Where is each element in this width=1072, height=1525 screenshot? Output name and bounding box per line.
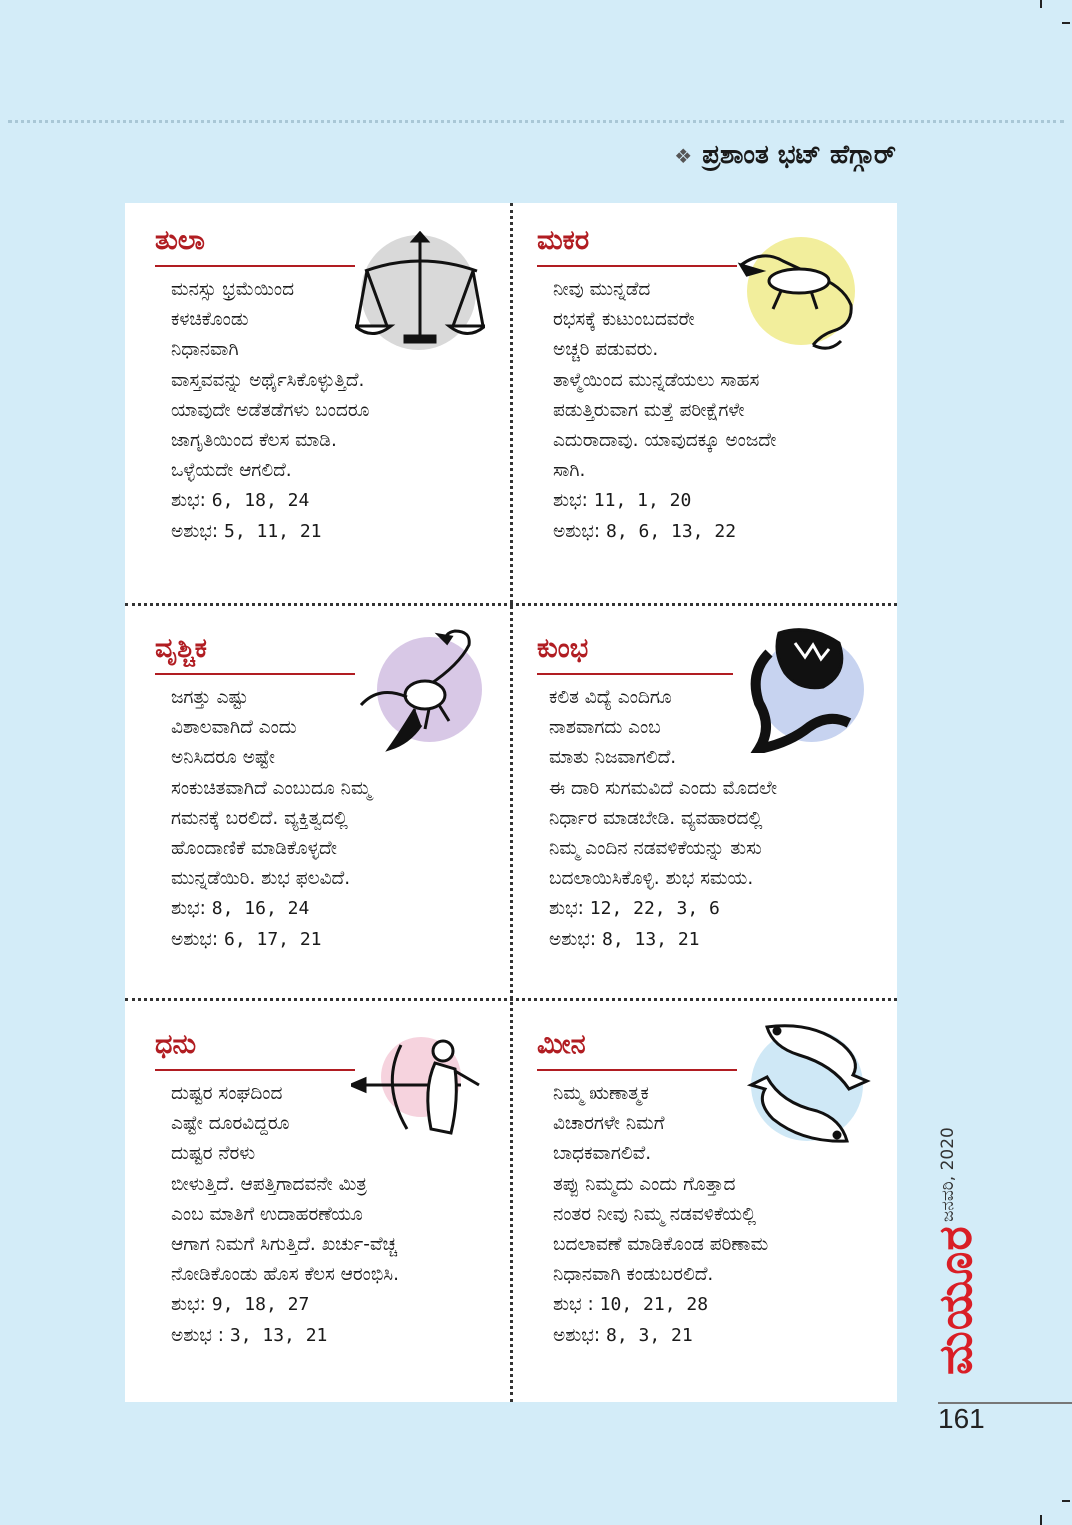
crop-mark xyxy=(1062,1500,1070,1502)
unlucky-numbers: ಅಶುಭ: 5, 11, 21 xyxy=(171,520,322,542)
title-underline xyxy=(155,1069,355,1071)
unlucky-numbers: ಅಶುಭ: 8, 6, 13, 22 xyxy=(553,520,737,542)
unlucky-numbers: ಅಶುಭ : 3, 13, 21 xyxy=(171,1324,328,1346)
sign-card-scorpio xyxy=(125,611,511,1011)
crop-mark xyxy=(1062,22,1070,24)
sign-text: ದುಷ್ಟರ ಸಂಘದಿಂದ ಎಷ್ಟೇ ದೂರವಿದ್ದರೂ ದುಷ್ಟರ ನೆರಳು ಬೀಳುತ್ತಿದೆ. ಆಪತ್ತಿಗಾದವನೇ ಮಿತ್ರ ಎಂಬ ಮಾತಿಗೆ ಉದಾಹರಣೆಯೂ ಆಗಾಗ ನಿಮಗೆ ಸಿಗುತ್ತಿದೆ. ಖರ್ಚು-ವೆಚ್ಚ ನೋಡಿಕೊಂಡು ಹೊಸ ಕೆಲಸ ಆರಂಭಿಸಿ. ಶುಭ: 9, 18, 27 ಅಶುಭ : 3, 13, 21 xyxy=(171,1079,399,1351)
sign-title: ಧನು xyxy=(155,1029,197,1060)
title-underline xyxy=(155,673,355,675)
sign-text: ಜಗತ್ತು ಎಷ್ಟು ವಿಶಾಲವಾಗಿದೆ ಎಂದು ಅನಿಸಿದರೂ ಅಷ್ಟೇ ಸಂಕುಚಿತವಾಗಿದೆ ಎಂಬುದೂ ನಿಮ್ಮ ಗಮನಕ್ಕೆ ಬರಲಿದೆ. ವ್ಯಕ್ತಿತ್ವದಲ್ಲಿ ಹೊಂದಾಣಿಕೆ ಮಾಡಿಕೊಳ್ಳದೇ ಮುನ್ನಡೆಯಿರಿ. ಶುಭ ಫಲವಿದೆ. ಶುಭ: 8, 16, 24 ಅಶುಭ: 6, 17, 21 xyxy=(171,683,371,955)
sign-text: ಮನಸ್ಸು ಭ್ರಮೆಯಿಂದ ಕಳಚಿಕೊಂಡು ನಿಧಾನವಾಗಿ ವಾಸ್ತವವನ್ನು ಅರ್ಥೈಸಿಕೊಳ್ಳುತ್ತಿದೆ. ಯಾವುದೇ ಅಡೆತಡೆಗಳು ಬಂದರೂ ಜಾಗೃತಿಯಿಂದ ಕೆಲಸ ಮಾಡಿ. ಒಳ್ಳೆಯದೇ ಆಗಲಿದೆ. ಶುಭ: 6, 18, 24 ಅಶುಭ: 5, 11, 21 xyxy=(171,275,369,547)
title-underline xyxy=(155,265,355,267)
sign-card-capricorn xyxy=(511,203,897,603)
unlucky-numbers: ಅಶುಭ: 8, 13, 21 xyxy=(549,928,700,950)
lucky-numbers: ಶುಭ: 9, 18, 27 xyxy=(171,1294,310,1316)
diamond-bullet-icon: ❖ xyxy=(674,144,693,168)
sign-title: ಮಕರ xyxy=(537,225,590,256)
sign-text: ನೀವು ಮುನ್ನಡೆದ ರಭಸಕ್ಕೆ ಕುಟುಂಬದವರೇ ಅಚ್ಚರಿ ಪಡುವರು. ತಾಳ್ಮೆಯಿಂದ ಮುನ್ನಡೆಯಲು ಸಾಹಸ ಪಡುತ್ತಿರುವಾಗ ಮತ್ತೆ ಪರೀಕ್ಷೆಗಳೇ ಎದುರಾದಾವು. ಯಾವುದಕ್ಕೂ ಅಂಜದೇ ಸಾಗಿ. ಶುಭ: 11, 1, 20 ಅಶುಭ: 8, 6, 13, 22 xyxy=(553,275,776,547)
crop-mark xyxy=(1040,0,1042,8)
lucky-numbers: ಶುಭ : 10, 21, 28 xyxy=(553,1294,709,1316)
lucky-numbers: ಶುಭ: 6, 18, 24 xyxy=(171,490,310,512)
horoscope-panel xyxy=(125,203,897,1402)
sign-title: ಮೀನ xyxy=(537,1029,586,1060)
dotted-separator xyxy=(8,120,1064,123)
sign-card-aquarius xyxy=(511,611,897,1011)
sign-card-sagittarius xyxy=(125,1007,511,1407)
title-underline xyxy=(537,673,733,675)
author-byline xyxy=(674,140,896,171)
sign-title: ವೃಶ್ಚಿಕ xyxy=(155,633,207,664)
sign-card-pisces xyxy=(511,1007,897,1407)
magazine-logo: ಮಯೂರ xyxy=(928,1225,982,1375)
crop-mark xyxy=(1040,1515,1042,1525)
horizontal-divider xyxy=(125,603,897,606)
sign-card-libra xyxy=(125,203,511,603)
sign-text: ನಿಮ್ಮ ಋಣಾತ್ಮಕ ವಿಚಾರಗಳೇ ನಿಮಗೆ ಬಾಧಕವಾಗಲಿವೆ. ತಪ್ಪು ನಿಮ್ಮದು ಎಂದು ಗೊತ್ತಾದ ನಂತರ ನೀವು ನಿಮ್ಮ ನಡವಳಿಕೆಯಲ್ಲಿ ಬದಲಾವಣೆ ಮಾಡಿಕೊಂಡ ಪರಿಣಾಮ ನಿಧಾನವಾಗಿ ಕಂಡುಬರಲಿದೆ. ಶುಭ : 10, 21, 28 ಅಶುಭ: 8, 3, 21 xyxy=(553,1079,768,1351)
page-number: 161 xyxy=(938,1403,985,1434)
unlucky-numbers: ಅಶುಭ: 8, 3, 21 xyxy=(553,1324,693,1346)
author-name: ಪ್ರಶಾಂತ ಭಟ್ ಹೆಗ್ಗಾರ್ xyxy=(702,140,896,170)
scorpion-icon xyxy=(359,625,489,755)
lucky-numbers: ಶುಭ: 8, 16, 24 xyxy=(171,898,310,920)
sign-title: ಕುಂಭ xyxy=(537,633,589,664)
title-underline xyxy=(537,1069,737,1071)
title-underline xyxy=(537,265,737,267)
lucky-numbers: ಶುಭ: 12, 22, 3, 6 xyxy=(549,898,720,920)
issue-date: ಜನವರಿ, 2020 xyxy=(938,1127,958,1222)
libra-scales-icon xyxy=(355,231,485,361)
lucky-numbers: ಶುಭ: 11, 1, 20 xyxy=(553,490,692,512)
unlucky-numbers: ಅಶುಭ: 6, 17, 21 xyxy=(171,928,322,950)
sign-title: ತುಲಾ xyxy=(155,225,205,256)
sign-text: ಕಲಿತ ವಿದ್ಯೆ ಎಂದಿಗೂ ನಾಶವಾಗದು ಎಂಬ ಮಾತು ನಿಜವಾಗಲಿದೆ. ಈ ದಾರಿ ಸುಗಮವಿದೆ ಎಂದು ಮೊದಲೇ ನಿರ್ಧಾರ ಮಾಡಬೇಡಿ. ವ್ಯವಹಾರದಲ್ಲಿ ನಿಮ್ಮ ಎಂದಿನ ನಡವಳಿಕೆಯನ್ನು ತುಸು ಬದಲಾಯಿಸಿಕೊಳ್ಳಿ. ಶುಭ ಸಮಯ. ಶುಭ: 12, 22, 3, 6 ಅಶುಭ: 8, 13, 21 xyxy=(549,683,777,955)
